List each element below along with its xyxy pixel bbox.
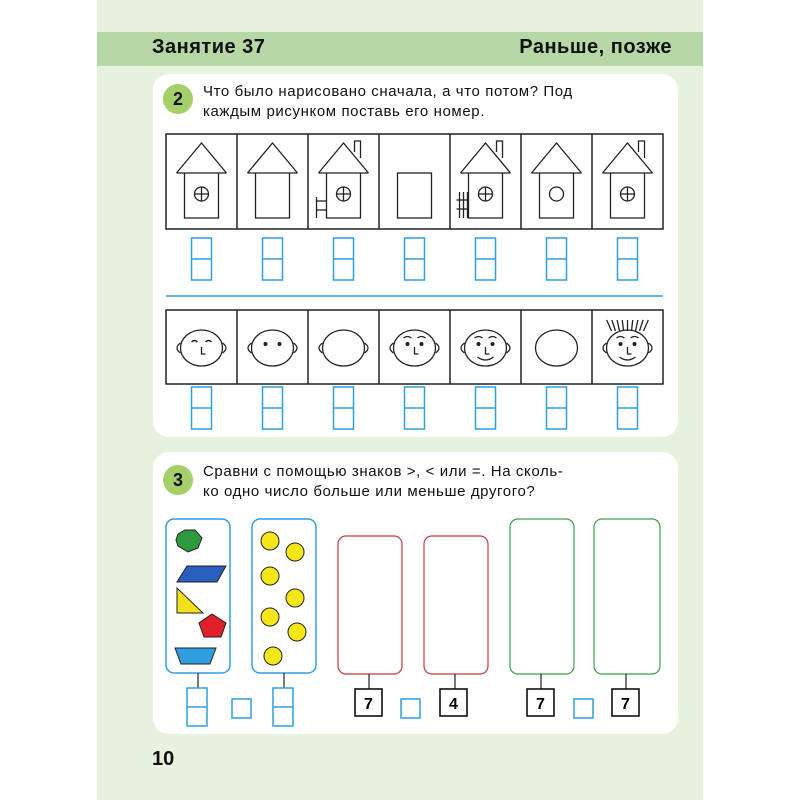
face-answer-box-3[interactable] — [334, 387, 354, 429]
task-3-number: 3 — [163, 465, 193, 495]
lesson-topic: Раньше, позже — [519, 36, 672, 58]
pair-3-left-number: 7 — [536, 696, 545, 713]
house-strip-frame — [166, 134, 663, 229]
pair-3-right-number: 7 — [621, 696, 630, 713]
house-answer-box-1[interactable] — [192, 238, 212, 280]
house-answer-box-4[interactable] — [405, 238, 425, 280]
pair-2-sign-box[interactable] — [401, 699, 420, 718]
yellow-circle-4 — [286, 589, 304, 607]
face-answer-box-2[interactable] — [263, 387, 283, 429]
blue-trapezoid — [175, 648, 216, 664]
pair-2-right-number: 4 — [449, 696, 458, 713]
yellow-circle-2 — [286, 543, 304, 561]
yellow-circle-7 — [264, 647, 282, 665]
house-answer-box-6[interactable] — [547, 238, 567, 280]
house-answer-box-2[interactable] — [263, 238, 283, 280]
pair-2-left-number: 7 — [364, 696, 373, 713]
page-number: 10 — [152, 748, 175, 770]
task-2-line-2: каждым рисунком поставь его номер. — [203, 103, 485, 120]
pair-1-left-answer-box[interactable] — [187, 688, 207, 726]
face-answer-box-7[interactable] — [618, 387, 638, 429]
task-2-line-1: Что было нарисовано сначала, а что потом? Под — [203, 83, 573, 100]
task-3-line-1: Сравни с помощью знаков >, < или =. На сколь- — [203, 463, 564, 480]
red-card-2 — [424, 536, 488, 674]
lesson-title: Занятие 37 — [152, 36, 266, 58]
yellow-circle-6 — [288, 623, 306, 641]
green-card-2 — [594, 519, 660, 674]
face-answer-box-5[interactable] — [476, 387, 496, 429]
pair-1-right-answer-box[interactable] — [273, 688, 293, 726]
yellow-circle-3 — [261, 567, 279, 585]
task-2-number: 2 — [163, 84, 193, 114]
task-3-line-2: ко одно число больше или меньше другого? — [203, 483, 536, 500]
house-answer-box-3[interactable] — [334, 238, 354, 280]
house-answer-box-7[interactable] — [618, 238, 638, 280]
pair-1-sign-box[interactable] — [232, 699, 251, 718]
yellow-circle-1 — [261, 532, 279, 550]
yellow-circle-5 — [261, 608, 279, 626]
face-answer-box-1[interactable] — [192, 387, 212, 429]
red-card-1 — [338, 536, 402, 674]
house-answer-box-5[interactable] — [476, 238, 496, 280]
face-answer-box-4[interactable] — [405, 387, 425, 429]
green-card-1 — [510, 519, 574, 674]
face-answer-box-6[interactable] — [547, 387, 567, 429]
pair-3-sign-box[interactable] — [574, 699, 593, 718]
